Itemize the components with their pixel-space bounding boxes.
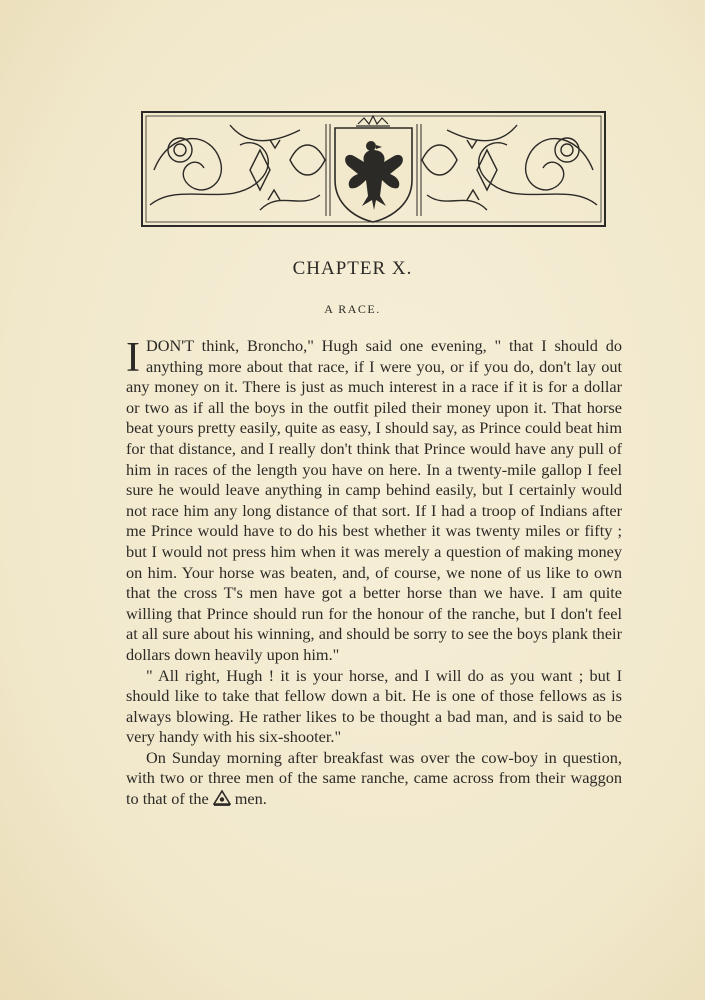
chapter-body	[126, 336, 622, 810]
chapter-subtitle: A RACE.	[324, 302, 381, 316]
paragraph-3	[126, 748, 622, 810]
chapter-title: CHAPTER X.	[292, 258, 413, 279]
paragraph-1-text: DON'T think, Broncho," Hugh said one evening, " that I should do anything more about that race, if I were you, or if you do, don't lay out any money on it. There is just as much interest in a race if it is for a dollar or two as if all the boys in the outfit piled their money upon it. That horse beat yours pretty easily, quite as easy, I should say, as Prince could beat him for that distance, and I really don't think that Prince would have any pull of him in races of the length you have on here. In a twenty-mile gallop I feel sure he would leave anything in camp behind easily, but I certainly would not race him any long distance of that sort. If I had a troop of Indians after me Prince would have to do his best whether it was twenty miles or fifty ; but I would not press him when it was merely a question of making money on him. Your horse was beaten, and, of course, we none of us like to own that the cross T's men have got a better horse than we have. I am quite willing that Prince should run for the honour of the ranche, but I don't feel at all sure about his winning, and should be sorry to see the boys plank their dollars down heavily upon him."	[126, 336, 622, 664]
eagle-ornament-icon	[140, 110, 607, 228]
brand-mark-icon	[213, 790, 231, 806]
paragraph-2: " All right, Hugh ! it is your horse, and I will do as you want ; but I should like to take that fellow down a bit. He is one of those fellows as is always blowing. He rather likes to be thought a bad man, and is said to be very handy with his six-shooter."	[126, 665, 622, 747]
paragraph-1	[126, 336, 622, 666]
paragraph-3-text-after: men.	[234, 789, 267, 809]
paragraph-3-text-before: On Sunday morning after breakfast was over the cow-boy in question, with two or three men of the same ranche, came across from their waggon to that of the	[126, 747, 622, 809]
drop-cap: I	[126, 335, 140, 381]
